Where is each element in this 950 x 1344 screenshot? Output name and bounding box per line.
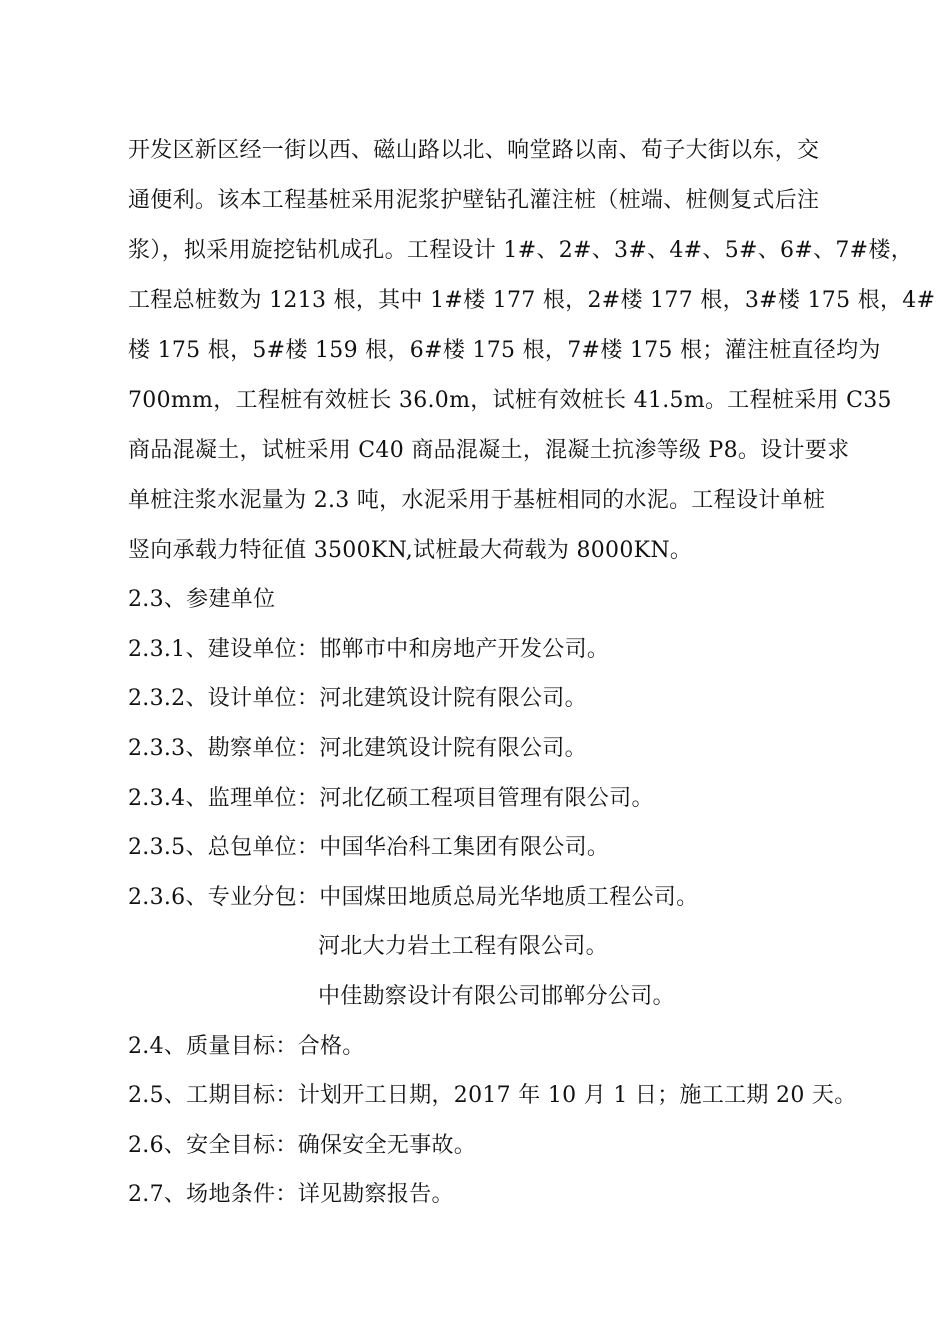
item-construction-unit: 2.3.1、建设单位：邯郸市中和房地产开发公司。 [128, 637, 610, 662]
paragraph-line: 开发区新区经一街以西、磁山路以北、响堂路以南、荀子大街以东，交 [128, 138, 820, 163]
paragraph-line: 楼 175 根，5#楼 159 根，6#楼 175 根，7#楼 175 根；灌注桩直径均为 [128, 338, 881, 363]
item-subcontractor-3: 中佳勘察设计有限公司邯郸分公司。 [318, 984, 675, 1009]
item-quality-target: 2.4、质量目标：合格。 [128, 1034, 365, 1059]
paragraph-line: 单桩注浆水泥量为 2.3 吨，水泥采用于基桩相同的水泥。工程设计单桩 [128, 488, 826, 513]
item-subcontractor-2: 河北大力岩土工程有限公司。 [318, 934, 608, 959]
paragraph-line: 工程总桩数为 1213 根，其中 1#楼 177 根，2#楼 177 根，3#楼 175 根，4# [128, 288, 936, 313]
paragraph-line: 浆），拟采用旋挖钻机成孔。工程设计 1#、2#、3#、4#、5#、6#、7#楼， [128, 238, 914, 263]
paragraph-line: 竖向承载力特征值 3500KN,试桩最大荷载为 8000KN。 [128, 538, 693, 563]
item-supervision-unit: 2.3.4、监理单位：河北亿硕工程项目管理有限公司。 [128, 786, 654, 811]
item-general-contractor: 2.3.5、总包单位：中国华冶科工集团有限公司。 [128, 835, 610, 860]
paragraph-line: 700mm，工程桩有效桩长 36.0m，试桩有效桩长 41.5m。工程桩采用 C35 [128, 388, 892, 413]
section-heading-participants: 2.3、参建单位 [128, 587, 276, 612]
item-design-unit: 2.3.2、设计单位：河北建筑设计院有限公司。 [128, 686, 587, 711]
paragraph-line: 通便利。该本工程基桩采用泥浆护壁钻孔灌注桩（桩端、桩侧复式后注 [128, 188, 820, 213]
paragraph-line: 商品混凝土，试桩采用 C40 商品混凝土，混凝土抗渗等级 P8。设计要求 [128, 438, 850, 463]
item-site-conditions: 2.7、场地条件：详见勘察报告。 [128, 1182, 454, 1207]
item-schedule-target: 2.5、工期目标：计划开工日期，2017 年 10 月 1 日；施工工期 20 天。 [128, 1083, 857, 1108]
item-subcontractor: 2.3.6、专业分包：中国煤田地质总局光华地质工程公司。 [128, 885, 699, 910]
item-safety-target: 2.6、安全目标：确保安全无事故。 [128, 1133, 477, 1158]
item-survey-unit: 2.3.3、勘察单位：河北建筑设计院有限公司。 [128, 736, 587, 761]
